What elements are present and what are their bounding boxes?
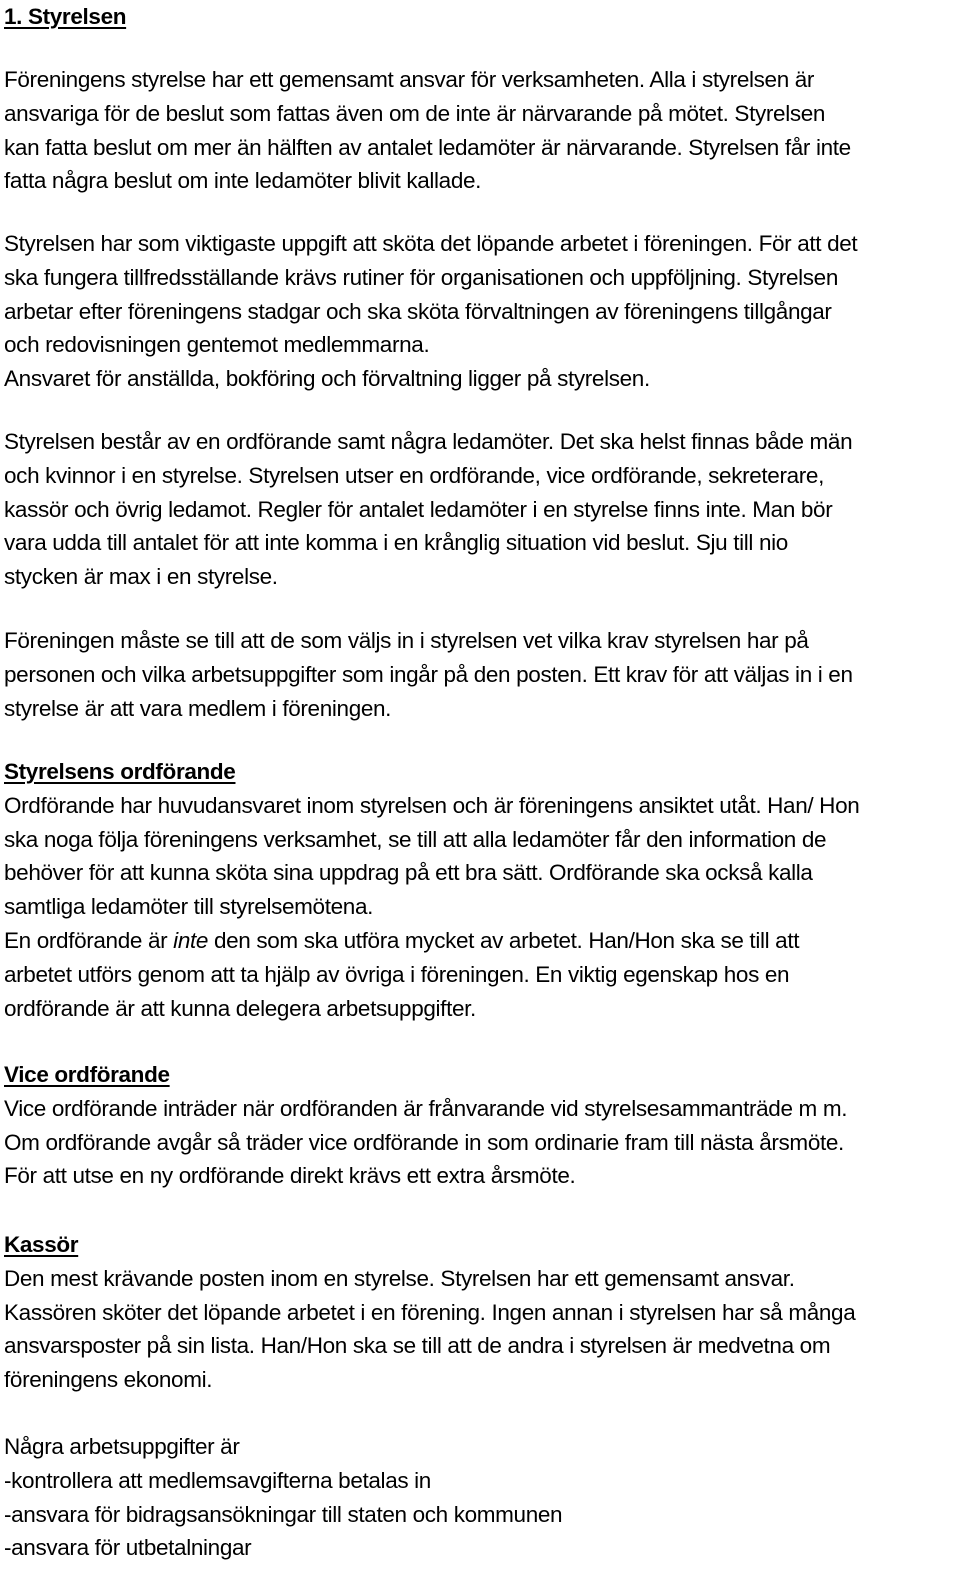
- chair-section: [4, 755, 859, 1025]
- list-item: -ansvara för bidragsansökningar till staten och kommunen: [4, 1501, 563, 1527]
- text-line: vara udda till antalet för att inte komma i en krånglig situation vid beslut. Sju till nio: [4, 530, 788, 556]
- text-line: styrelse är att vara medlem i föreningen.: [4, 695, 392, 721]
- text-line: stycken är max i en styrelse.: [4, 564, 278, 590]
- text-line: ordförande är att kunna delegera arbetsuppgifter.: [4, 995, 476, 1021]
- text-line: Den mest krävande posten inom en styrelse. Styrelsen har ett gemensamt ansvar.: [4, 1265, 795, 1291]
- text-line: samtliga ledamöter till styrelsemötena.: [4, 894, 374, 920]
- text-line: behöver för att kunna sköta sina uppdrag på ett bra sätt. Ordförande ska också kalla: [4, 860, 813, 886]
- duties-intro: Några arbetsuppgifter är: [4, 1434, 240, 1459]
- text-line: och kvinnor i en styrelse. Styrelsen utser en ordförande, vice ordförande, sekreterare,: [4, 462, 824, 488]
- text-line: Styrelsen består av en ordförande samt några ledamöter. Det ska helst finnas både män: [4, 429, 853, 454]
- text-line: Ordförande har huvudansvaret inom styrelsen och är föreningens ansiktet utåt. Han/ Hon: [4, 792, 860, 818]
- text-line: Ansvaret för anställda, bokföring och förvaltning ligger på styrelsen.: [4, 366, 650, 392]
- text-line: Om ordförande avgår så träder vice ordförande in som ordinarie fram till nästa årsmöte.: [4, 1129, 844, 1155]
- section-title: 1. Styrelsen: [4, 4, 127, 29]
- vice-chair-section: [4, 1058, 847, 1193]
- text-line: arbetar efter föreningens stadgar och ska sköta förvaltningen av föreningens tillgångar: [4, 298, 832, 324]
- text-line: arbetet utförs genom att ta hjälp av övriga i föreningen. En viktig egenskap hos en: [4, 961, 790, 987]
- list-item: -ansvara för utbetalningar: [4, 1535, 252, 1561]
- emphasized-word: inte: [173, 927, 209, 953]
- text-line: och redovisningen gentemot medlemmarna.: [4, 332, 430, 358]
- intro-paragraph: [4, 63, 851, 198]
- text-line: kan fatta beslut om mer än hälften av antalet ledamöter är närvarande. Styrelsen får inte: [4, 134, 851, 160]
- text-line: föreningens ekonomi.: [4, 1367, 213, 1393]
- text-line: Styrelsen har som viktigaste uppgift att sköta det löpande arbetet i föreningen. För att det: [4, 231, 858, 256]
- tasks-paragraph: [4, 227, 857, 396]
- duties-section: [4, 1430, 562, 1565]
- text-line: ansvarsposter på sin lista. Han/Hon ska se till att de andra i styrelsen är medvetna om: [4, 1333, 831, 1359]
- text-line: personen och vilka arbetsuppgifter som ingår på den posten. Ett krav för att väljas in i en: [4, 661, 853, 687]
- treasurer-section: [4, 1228, 855, 1397]
- chair-heading: Styrelsens ordförande: [4, 759, 236, 784]
- composition-paragraph: [4, 425, 852, 594]
- text-line: För att utse en ny ordförande direkt krävs ett extra årsmöte.: [4, 1163, 576, 1189]
- text-fragment: den som ska utföra mycket av arbetet. Han/Hon ska se till att: [208, 927, 800, 953]
- vice-chair-heading: Vice ordförande: [4, 1062, 170, 1087]
- text-line: Kassören sköter det löpande arbetet i en förening. Ingen annan i styrelsen har så många: [4, 1299, 856, 1325]
- text-line: Vice ordförande inträder när ordföranden är frånvarande vid styrelsesammanträde m m.: [4, 1095, 848, 1121]
- text-line: kassör och övrig ledamot. Regler för antalet ledamöter i en styrelse finns inte. Man bör: [4, 496, 833, 522]
- text-fragment: En ordförande är: [4, 927, 174, 953]
- text-line: Föreningen måste se till att de som väljs in i styrelsen vet vilka krav styrelsen har på: [4, 628, 809, 653]
- treasurer-heading: Kassör: [4, 1232, 79, 1257]
- text-line-emphasis: [4, 924, 859, 958]
- requirements-paragraph: [4, 624, 853, 725]
- text-line: ska fungera tillfredsställande krävs rutiner för organisationen och uppföljning. Styrelsen: [4, 264, 838, 290]
- text-line: fatta några beslut om inte ledamöter blivit kallade.: [4, 168, 482, 194]
- text-line: ansvariga för de beslut som fattas även om de inte är närvarande på mötet. Styrelsen: [4, 100, 826, 126]
- list-item: -kontrollera att medlemsavgifterna betalas in: [4, 1467, 431, 1493]
- text-line: ska noga följa föreningens verksamhet, se till att alla ledamöter får den information de: [4, 826, 827, 852]
- text-line: Föreningens styrelse har ett gemensamt ansvar för verksamheten. Alla i styrelsen är: [4, 67, 815, 92]
